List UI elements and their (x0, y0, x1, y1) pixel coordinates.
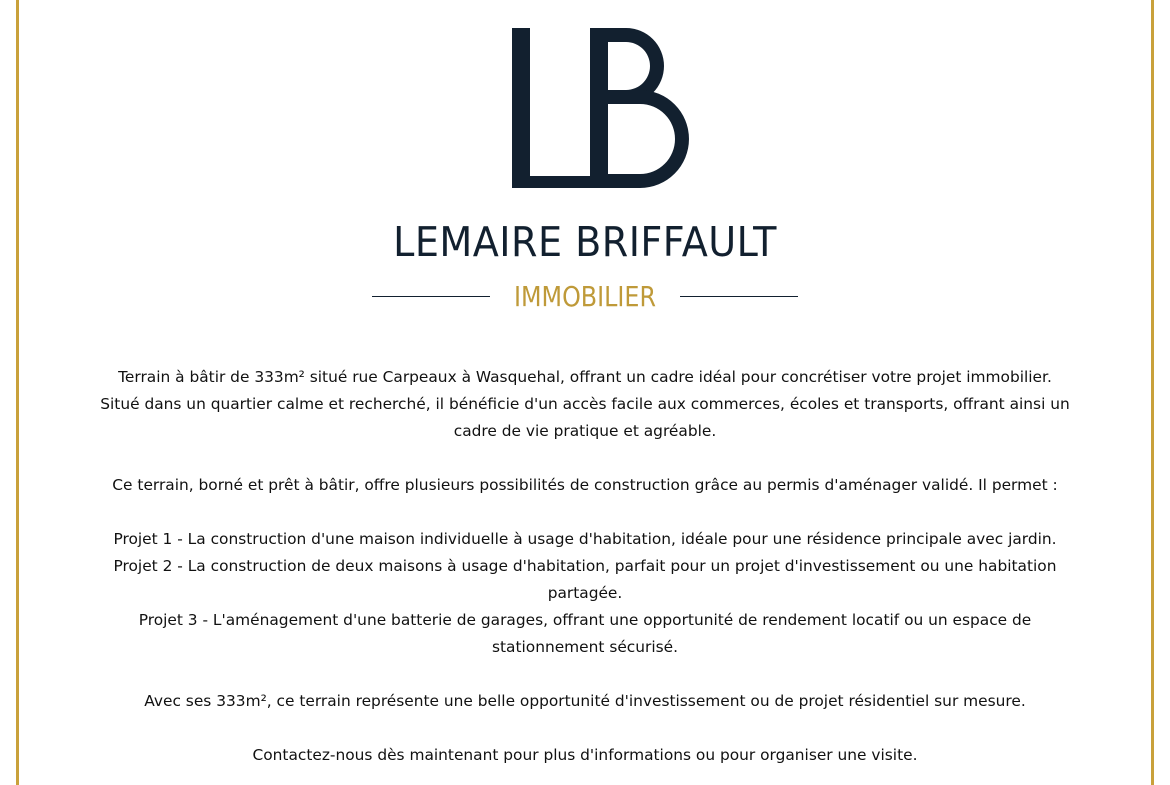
brand-subtitle-row (372, 280, 798, 314)
divider-right (680, 296, 798, 297)
project-1: Projet 1 - La construction d'une maison individuelle à usage d'habitation, idéale pour une résidence principale avec jardin. (113, 530, 1057, 548)
gold-frame-right (1151, 0, 1154, 785)
listing-description (90, 364, 1080, 769)
project-3: Projet 3 - L'aménagement d'une batterie de garages, offrant une opportunité de rendement locatif ou un espace de stationnement sécurisé. (138, 611, 1032, 656)
summary-paragraph: Avec ses 333m², ce terrain représente une belle opportunité d'investissement ou de projet résidentiel sur mesure. (144, 692, 1026, 710)
gold-frame-left (16, 0, 19, 785)
lb-monogram-logo (508, 26, 694, 190)
brand-name: LEMAIRE BRIFFAULT (393, 218, 777, 266)
intro-line-1: Terrain à bâtir de 333m² situé rue Carpeaux à Wasquehal, offrant un cadre idéal pour concrétiser votre projet immobilier. (118, 368, 1052, 386)
divider-left (372, 296, 490, 297)
brand-subtitle: IMMOBILIER (513, 280, 657, 313)
contact-paragraph: Contactez-nous dès maintenant pour plus d'informations ou pour organiser une visite. (252, 746, 918, 764)
intro-line-2: Situé dans un quartier calme et recherché, il bénéficie d'un accès facile aux commerces, écoles et transports, offrant ainsi un cadre de vie pratique et agréable. (100, 395, 1070, 440)
project-2: Projet 2 - La construction de deux maisons à usage d'habitation, parfait pour un projet d'investissement ou une habitation partagée. (113, 557, 1057, 602)
permit-paragraph: Ce terrain, borné et prêt à bâtir, offre plusieurs possibilités de construction grâce au permis d'aménager validé. Il permet : (112, 476, 1058, 494)
